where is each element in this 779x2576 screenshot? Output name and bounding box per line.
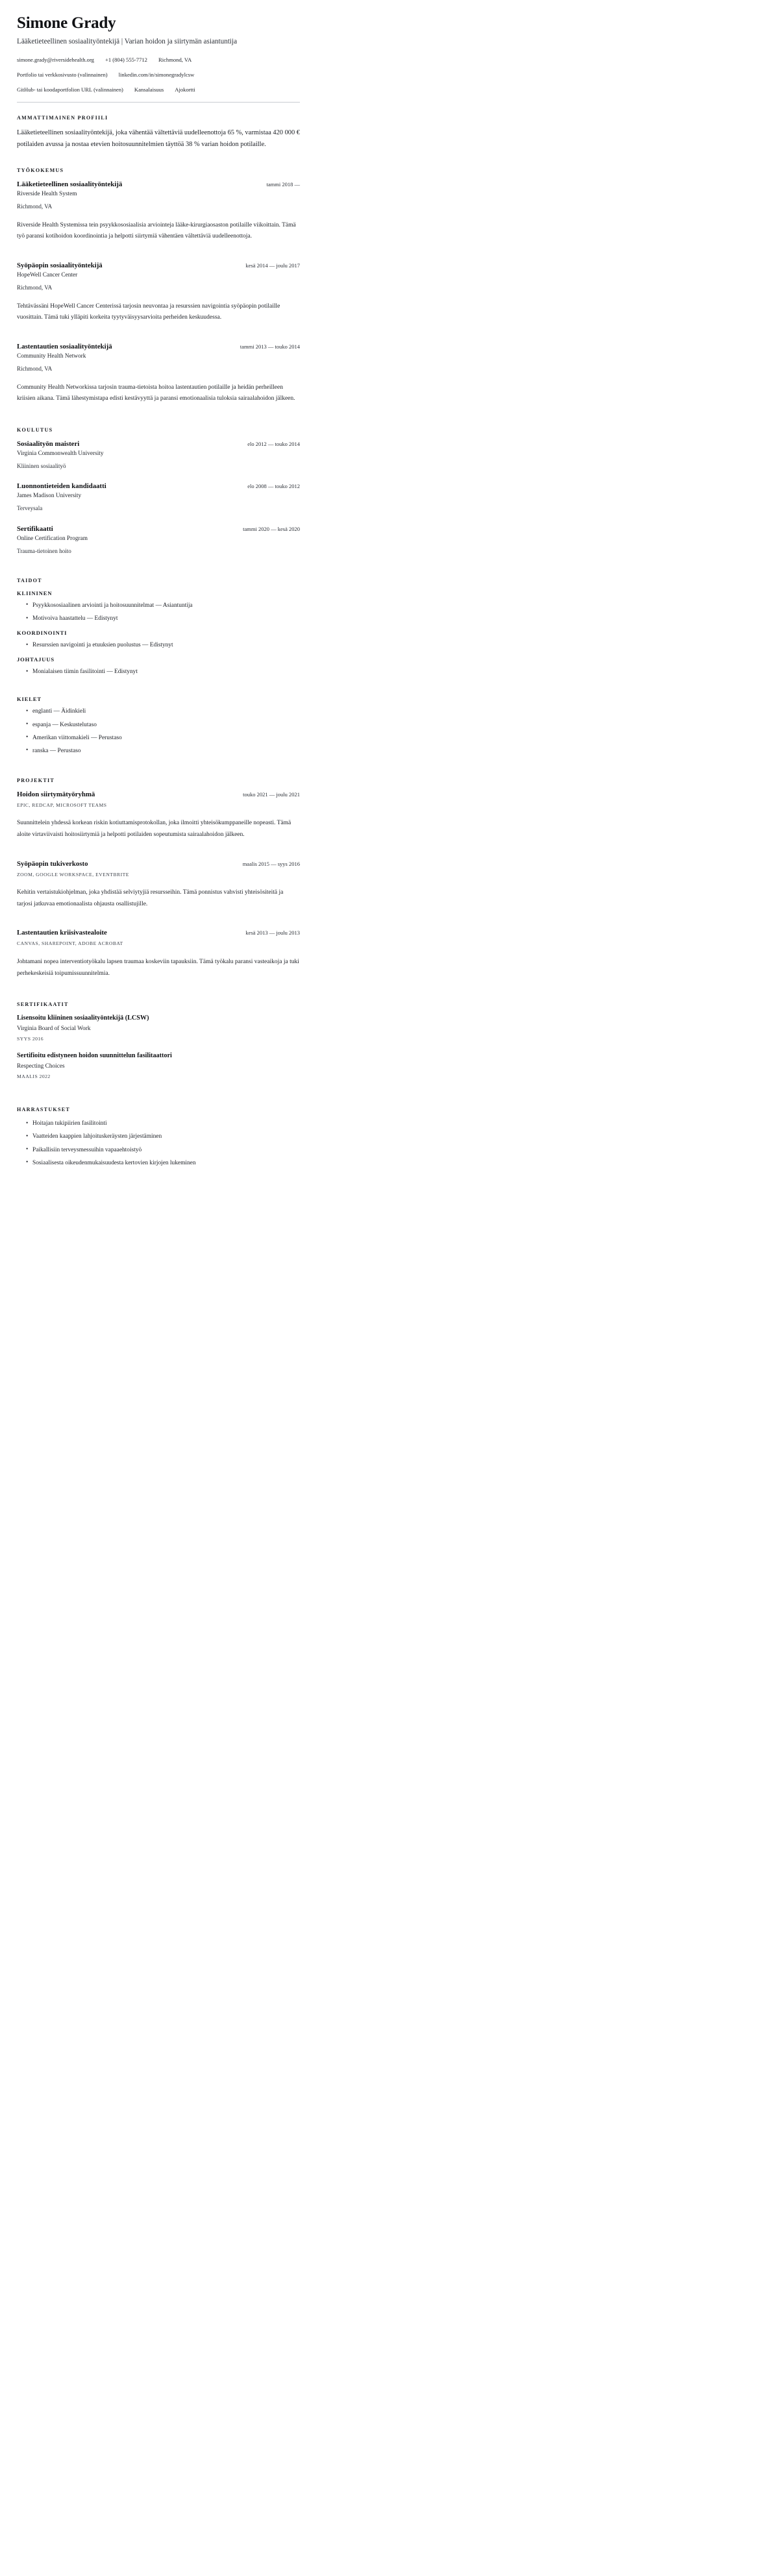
project-dates: maalis 2015 — syys 2016 [242,860,300,867]
list-item: • Monialaisen tiimin fasilitointi — Edistynyt [26,667,300,676]
page-title: Simone Grady [17,14,116,32]
project-entry [17,928,300,979]
project-name: Hoidon siirtymätyöryhmä [17,790,95,798]
certification-date: MAALIS 2022 [17,1073,51,1079]
education-degree: Luonnontieteiden kandidaatti [17,482,106,491]
section-title-projects: PROJEKTIT [17,777,55,783]
experience-organization: HopeWell Cancer Center [17,271,78,278]
experience-dates: tammi 2018 — [266,180,300,188]
contact-phone[interactable]: +1 (804) 555-7712 [105,56,147,64]
skill-group-coordination [17,630,300,650]
contact-line-secondary [17,71,300,79]
experience-entry [17,180,300,243]
education-entry-head [17,524,300,534]
certification-date: SYYS 2016 [17,1035,44,1042]
section-title-interests: HARRASTUKSET [17,1107,71,1113]
project-entry-head [17,928,300,937]
skill-group-clinical [17,590,300,623]
education-degree: Sertifikaatti [17,525,53,534]
project-entry [17,859,300,911]
list-item: • Amerikan viittomakieli — Perustaso [26,733,300,742]
project-entry [17,790,300,841]
project-name: Lastentautien kriisivastealoite [17,929,107,937]
contact-citizenship: Kansalaisuus [134,86,164,93]
certification-issuer: Respecting Choices [17,1062,65,1070]
section-certifications [17,1001,300,1080]
spacer [17,409,300,427]
spacer [17,474,300,482]
contact-github-placeholder[interactable]: GitHub- tai koodaportfolion URL (valinnainen) [17,86,123,93]
list-item: • Motivoiva haastattelu — Edistynyt [26,614,300,623]
list-item: • espanja — Keskustelutaso [26,720,300,730]
section-title-profile: AMMATTIMAINEN PROFIILI [17,115,108,121]
education-school: Virginia Commonwealth University [17,450,104,457]
certification-name: Lisensoitu kliininen sosiaalityöntekijä (LCSW) [17,1014,149,1022]
experience-entry-head [17,261,300,270]
experience-location: Richmond, VA [17,365,53,372]
spacer [17,914,300,928]
skill-list [17,667,300,676]
contact-email[interactable]: simone.grady@riversidehealth.org [17,56,94,64]
experience-dates: kesä 2014 — joulu 2017 [245,262,300,269]
certification-issuer: Virginia Board of Social Work [17,1025,91,1032]
project-dates: touko 2021 — joulu 2021 [243,791,300,798]
education-school: James Madison University [17,493,82,500]
spacer [17,247,300,261]
list-item: • Hoitajan tukipiirien fasilitointi [26,1119,300,1128]
contact-line-tertiary [17,86,300,93]
education-entry-head [17,439,300,448]
experience-description: Tehtävässäni HopeWell Cancer Centerissä tarjosin neuvontaa ja resurssien navigointia syöpäopin potilaille vuosittain. Tämä tuki ylläpiti korkeita tyytyväisyysarvioita perheiden keskuudessa. [17,302,280,321]
experience-role: Lääketieteellinen sosiaalityöntekijä [17,180,123,188]
project-description: Johtamani nopea interventiotyökalu lapsen traumaa koskeviin tapauksiin. Tämä työkalu paransi vasteaikoja ja tuki perhekeskeisiä toipumissuunnitelmia. [17,959,299,977]
project-name: Syöpäopin tukiverkosto [17,859,88,868]
resume-header [17,14,300,103]
profile-summary-text: Lääketieteellinen sosiaalityöntekijä, joka vähentää vältettäviä uudelleenottoja 65 %, varmistaa 420 000 € potilaiden avussa ja nostaa etevien hoitosuunnitelmien täyttöä 38 % varian hoidon potilaille. [17,129,300,149]
experience-location: Richmond, VA [17,203,53,210]
experience-location: Richmond, VA [17,284,53,291]
education-field: Terveysala [17,505,43,512]
education-entry [17,439,300,471]
education-entry [17,524,300,556]
certification-name: Sertifioitu edistyneen hoidon suunnittelun fasilitaattori [17,1051,172,1059]
spacer [17,983,300,1001]
education-dates: elo 2012 — touko 2014 [247,440,300,447]
education-field: Trauma-tietoinen hoito [17,548,71,555]
spacer [17,683,300,696]
spacer [17,154,300,167]
project-tools: ZOOM, GOOGLE WORKSPACE, EVENTBRITE [17,871,129,877]
experience-dates: tammi 2013 — touko 2014 [240,343,300,350]
list-item: • englanti — Äidinkieli [26,707,300,716]
section-title-languages: KIELET [17,696,42,703]
list-item: • Resurssien navigointi ja etuuksien puolustus — Edistynyt [26,641,300,650]
experience-description: Riverside Health Systemissa tein psyykkososiaalisia arviointeja lääke-kirurgiaosaston potilaille viikoittain. Tämä työ paransi kotihoidon koordinointia ja helpotti siirtymiä vähentäen vältettäviä uudelleenottoja. [17,221,296,240]
experience-entry [17,342,300,405]
experience-entry [17,261,300,324]
project-description: Suunnittelein yhdessä korkean riskin kotiuttamisprotokollan, joka ilmoitti yhteisökumppaneille nopeasti. Tämä aloite virtaviivaisti hoitosiirtymiä ja helpotti potilaiden sopeutumista sairaalahoidon jälkeen. [17,820,291,839]
education-field: Kliininen sosiaalityö [17,462,66,469]
language-list [17,707,300,755]
experience-entry-head [17,342,300,351]
experience-role: Syöpäopin sosiaalityöntekijä [17,261,103,269]
section-title-skills: TAIDOT [17,577,42,583]
list-item: • ranska — Perustaso [26,746,300,755]
list-item: • Vaatteiden kaappien lahjoituskeräysten järjestäminen [26,1132,300,1141]
project-entry-head [17,859,300,868]
contact-driving-licence: Ajokortti [175,86,195,93]
interests-list [17,1119,300,1167]
list-item: • Paikallisiin terveysmessuihin vapaaehtoistyö [26,1146,300,1155]
professional-headline: Lääketieteellinen sosiaalityöntekijä | Varian hoidon ja siirtymän asiantuntija [17,38,238,45]
education-school: Online Certification Program [17,535,88,543]
section-skills [17,578,300,676]
education-degree: Sosiaalityön maisteri [17,439,80,448]
education-dates: elo 2008 — touko 2012 [247,483,300,490]
spacer [17,328,300,342]
spacer [17,1088,300,1107]
education-entry [17,482,300,513]
project-tools: CANVAS, SHAREPOINT, ADOBE ACROBAT [17,940,123,947]
experience-organization: Community Health Network [17,352,86,360]
skill-list [17,641,300,650]
spacer [17,517,300,524]
contact-location: Richmond, VA [158,56,192,64]
section-profile [17,115,300,151]
skill-group-leadership [17,656,300,676]
project-entry-head [17,790,300,799]
project-dates: kesä 2013 — joulu 2013 [245,929,300,937]
section-languages [17,696,300,755]
contact-portfolio-placeholder[interactable]: Portfolio tai verkkosivusto (valinnainen) [17,71,108,79]
contact-linkedin[interactable]: linkedin.com/in/simonegradylcsw [118,71,195,79]
section-title-education: KOULUTUS [17,426,53,433]
spacer [17,759,300,778]
experience-description: Community Health Networkissa tarjosin trauma-tietoista hoitoa lastentautien potilaille ja heidän perheilleen kriisien aikana. Tämä lähestymistapa edisti kestävyyttä ja paransi emotionaalisia tuloksia sairaalahoidon jälkeen. [17,384,295,402]
contact-line-primary [17,56,300,64]
section-experience [17,167,300,405]
section-title-certifications: SERTIFIKAATIT [17,1001,69,1008]
skill-list [17,601,300,623]
spacer [17,845,300,859]
experience-role: Lastentautien sosiaalityöntekijä [17,342,112,350]
experience-entry-head [17,180,300,189]
section-projects [17,778,300,979]
section-interests [17,1107,300,1167]
section-education [17,427,300,556]
skill-group-name: KOORDINOINTI [17,630,68,637]
project-description: Kehitin vertaistukiohjelman, joka yhdistää selviytyjiä resursseihin. Tämä ponnistus vahvisti yhteisösiteitä ja tarjosi jatkuvaa emotionaalista ohjausta osallistujille. [17,889,284,907]
certification-entry [17,1051,300,1081]
list-item: • Psyykkososiaalinen arviointi ja hoitosuunnitelmat — Asiantuntija [26,601,300,610]
experience-organization: Riverside Health System [17,191,77,198]
education-dates: tammi 2020 — kesä 2020 [243,526,300,533]
spacer [17,559,300,578]
list-item: • Sosiaalisesta oikeudenmukaisuudesta kertovien kirjojen lukeminen [26,1159,300,1168]
header-divider [17,102,300,103]
section-title-experience: TYÖKOKEMUS [17,167,64,173]
skill-group-name: JOHTAJUUS [17,656,55,663]
certification-entry [17,1014,300,1043]
project-tools: EPIC, REDCAP, MICROSOFT TEAMS [17,802,107,808]
resume-sheet [17,14,300,1168]
skill-group-name: KLIININEN [17,589,53,596]
education-entry-head [17,482,300,491]
